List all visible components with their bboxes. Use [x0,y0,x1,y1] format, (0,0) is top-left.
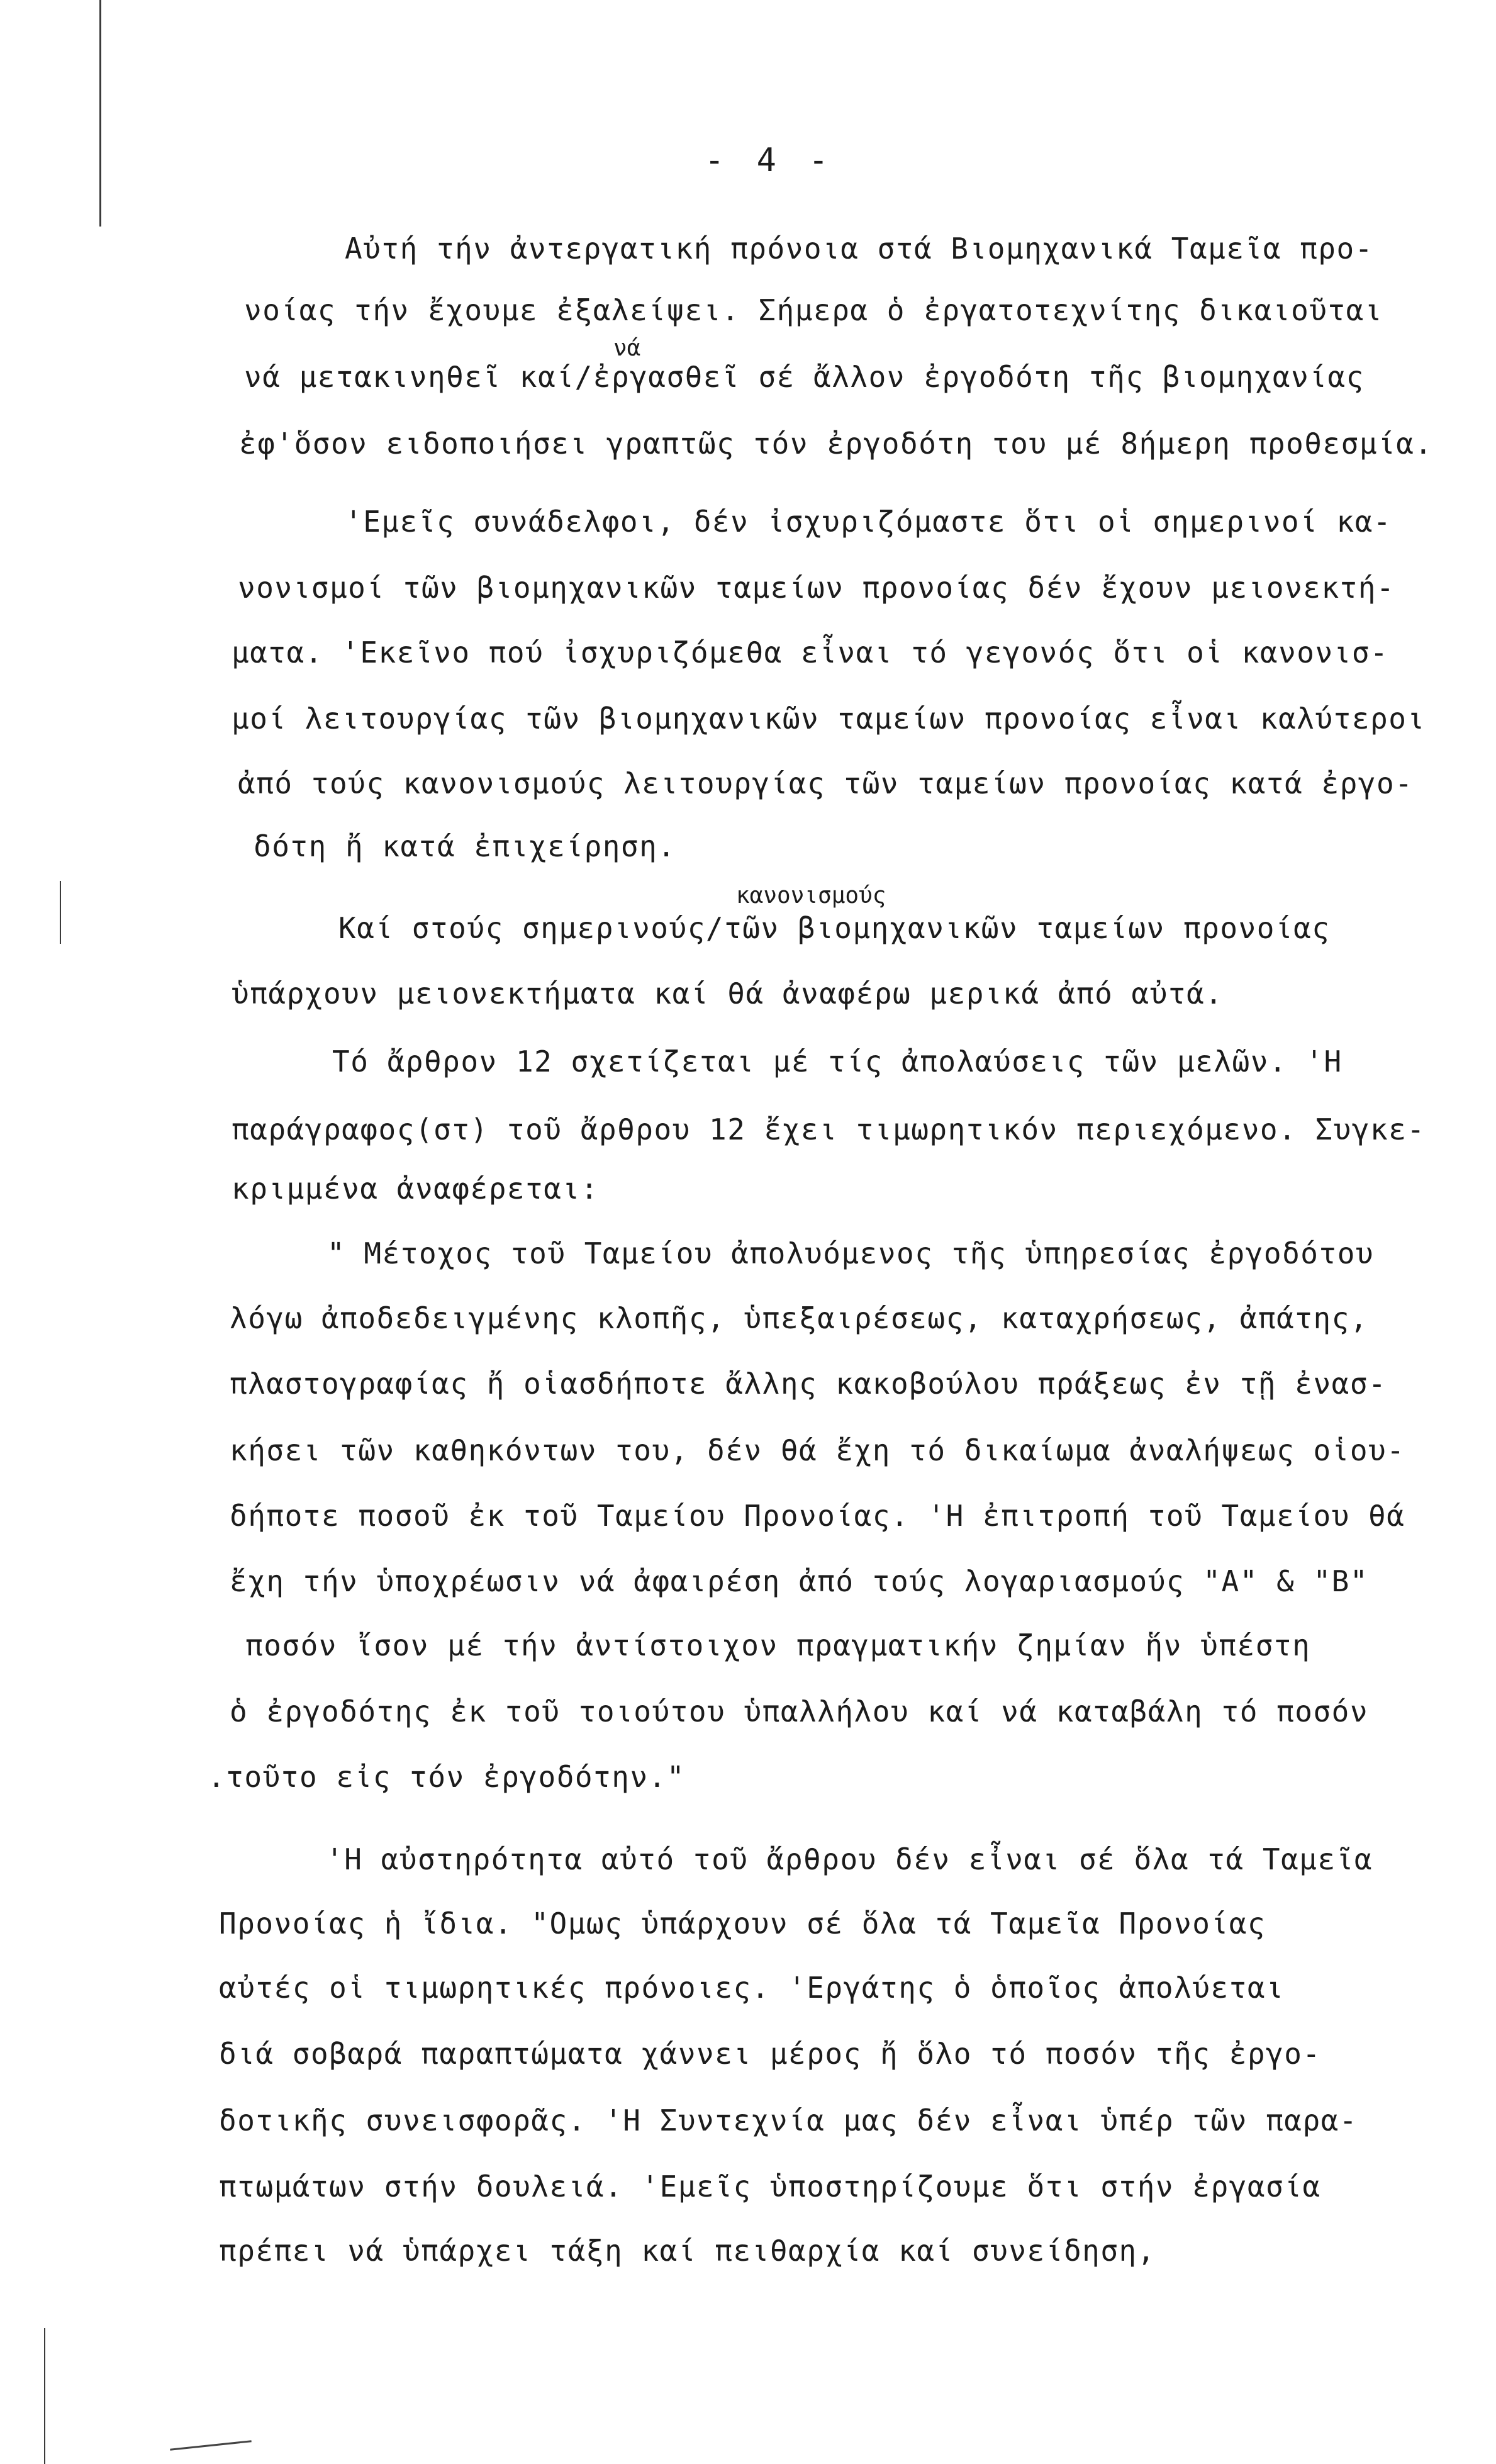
text-line: ὑπάρχουν μειονεκτήματα καί θά ἀναφέρω μερικά ἀπό αὐτά. [232,977,1224,1011]
interlinear-insertion: κανονισμούς [736,883,886,909]
text-line: πλαστογραφίας ἤ οἱασδήποτε ἄλλης κακοβούλου πράξεως ἐν τῇ ἐνασ- [230,1367,1387,1401]
left-margin-mark [60,881,61,944]
text-line: παράγραφος(στ) τοῦ ἄρθρου 12 ἔχει τιμωρητικόν περιεχόμενο. Συγκε- [232,1112,1426,1146]
text-line: Καί στούς σημερινούς/τῶν βιομηχανικῶν ταμείων προνοίας [338,911,1331,945]
left-margin-line [99,0,101,227]
text-line: ὁ ἐργοδότης ἐκ τοῦ τοιούτου ὑπαλλήλου καί νά καταβάλη τό ποσόν [230,1694,1369,1728]
interlinear-insertion: νά [613,335,641,361]
text-line: .τοῦτο εἰς τόν ἐργοδότην." [208,1760,686,1794]
text-line: 'Η αὐστηρότητα αὐτό τοῦ ἄρθρου δέν εἶναι σέ ὅλα τά Ταμεῖα [326,1842,1373,1876]
text-line: ἔχη τήν ὑποχρέωσιν νά ἀφαιρέση ἀπό τούς λογαριασμούς "Α" & "Β" [230,1564,1369,1598]
text-line: " Μέτοχος τοῦ Ταμείου ἀπολυόμενος τῆς ὑπηρεσίας ἐργοδότου [327,1236,1375,1270]
text-line: ματα. 'Εκεῖνο πού ἰσχυριζόμεθα εἶναι τό γεγονός ὅτι οἱ κανονισ- [232,636,1389,669]
text-line: δοτικῆς συνεισφορᾶς. 'Η Συντεχνία μας δέν εἶναι ὑπέρ τῶν παρα- [219,2103,1358,2137]
text-line: νά μετακινηθεῖ καί/ἐργασθεῖ σέ ἄλλον ἐργοδότη τῆς βιομηχανίας [244,360,1365,394]
text-line: λόγω ἀποδεδειγμένης κλοπῆς, ὑπεξαιρέσεως, καταχρήσεως, ἀπάτης, [230,1301,1369,1335]
pen-stroke [170,2440,252,2451]
text-line: ποσόν ἴσον μέ τήν ἀντίστοιχον πραγματικήν ζημίαν ἥν ὑπέστη [245,1628,1311,1662]
text-line: Προνοίας ἡ ἴδια. "Ομως ὑπάρχουν σέ ὅλα τά Ταμεῖα Προνοίας [219,1907,1266,1940]
text-line: 'Εμεῖς συνάδελφοι, δέν ἰσχυριζόμαστε ὅτι οἱ σημερινοί κα- [345,505,1392,539]
text-line: νονισμοί τῶν βιομηχανικῶν ταμείων προνοίας δέν ἔχουν μειονεκτή- [238,571,1395,605]
text-line: δήποτε ποσοῦ ἐκ τοῦ Ταμείου Προνοίας. 'Η ἐπιτροπή τοῦ Ταμείου θά [230,1499,1405,1533]
left-margin-mark-bottom [44,2328,45,2464]
text-line: ἐφ'ὅσον ειδοποιήσει γραπτῶς τόν ἐργοδότη του μέ 8ήμερη προθεσμία. [239,427,1433,461]
text-line: πρέπει νά ὑπάρχει τάξη καί πειθαρχία καί συνείδηση, [219,2234,1156,2268]
text-line: κριμμένα ἀναφέρεται: [232,1172,599,1206]
text-line: αὐτές οἱ τιμωρητικές πρόνοιες. 'Εργάτης ὁ ὁποῖος ἀπολύεται [219,1971,1285,2005]
text-line: διά σοβαρά παραπτώματα χάννει μέρος ἤ ὅλο τό ποσόν τῆς ἐργο- [219,2037,1321,2071]
text-line: ἀπό τούς κανονισμούς λειτουργίας τῶν ταμείων προνοίας κατά ἐργο- [238,766,1414,800]
page-number: - 4 - [705,142,835,179]
text-line: Τό ἄρθρον 12 σχετίζεται μέ τίς ἀπολαύσεις τῶν μελῶν. 'Η [332,1044,1342,1078]
text-line: κήσει τῶν καθηκόντων του, δέν θά ἔχη τό δικαίωμα ἀναλήψεως οἱου- [230,1433,1405,1467]
text-line: Αὐτή τήν ἀντεργατική πρόνοια στά Βιομηχανικά Ταμεῖα προ- [345,232,1373,266]
text-line: πτωμάτων στήν δουλειά. 'Εμεῖς ὑποστηρίζουμε ὅτι στήν ἐργασία [219,2170,1321,2204]
text-line: μοί λειτουργίας τῶν βιομηχανικῶν ταμείων προνοίας εἶναι καλύτεροι [232,702,1426,736]
text-line: δότη ἤ κατά ἐπιχείρηση. [254,829,676,863]
text-line: νοίας τήν ἔχουμε ἐξαλείψει. Σήμερα ὁ ἐργατοτεχνίτης δικαιοῦται [244,293,1383,327]
